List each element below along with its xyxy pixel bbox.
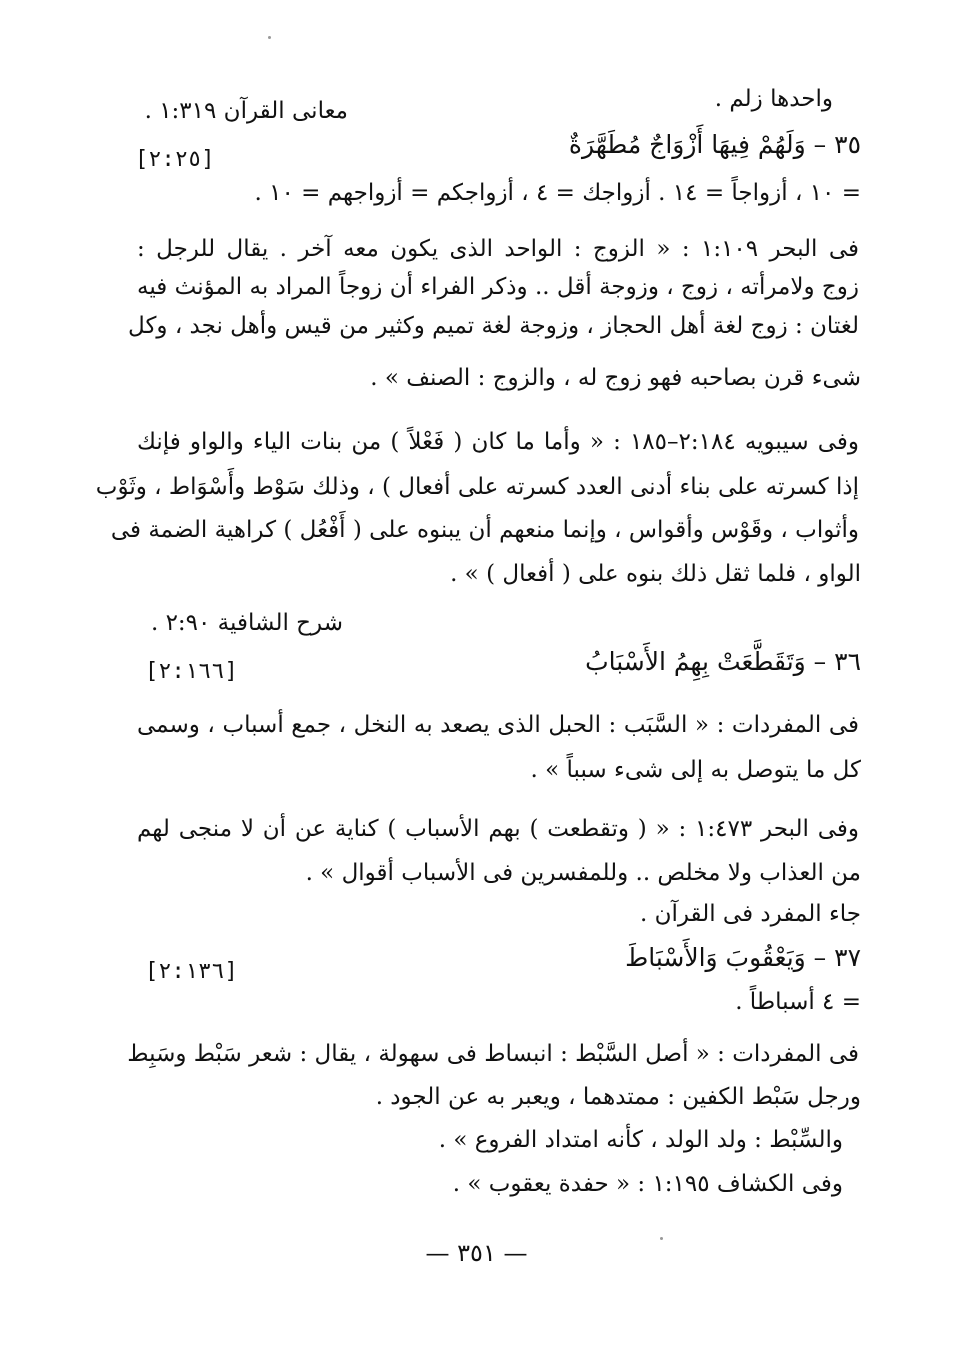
text-line-7: زوج ولامرأته ، زوج ، وزوجة أقل .. وذكر الفراء أن زوجاً المراد به المؤنث فيه — [137, 274, 859, 300]
text-line-10: وفى سيبويه ٢:١٨٤–١٨٥ : « وأما ما كان ( فَعْلاً ) من بنات الياء والواو فإنك — [137, 429, 859, 455]
word-frequency-line: = ١٠ ، أزواجاً = ١٤ . أزواجك = ٤ ، أزواجكم = أزواجهم = ١٠ . — [254, 180, 861, 206]
quran-verse-35: ٣٥ – وَلَهُمْ فِيهَا أَزْوَاجٌ مُطَهَّرَةٌ — [568, 130, 861, 159]
text-line-11: إذا كسرته على بناء أدنى العدد كسرته على أفعال ) ، وذلك سَوْط وأَسْوَاط ، وثَوْب — [95, 474, 859, 500]
text-line-17: فى المفردات : « السَّبَب : الحبل الذى يصعد به النخل ، جمع أسباب ، وسمى — [137, 712, 859, 738]
scan-speck — [268, 36, 271, 39]
text-line-20: من العذاب ولا مخلص .. وللمفسرين فى الأسباب أقوال » . — [305, 860, 861, 886]
source-reference: معانى القرآن ١:٣١٩ . — [144, 98, 348, 124]
text-line-19: وفى البحر ١:٤٧٣ : « ( وتقطعت ) بهم الأسباب ) كناية عن أن لا منجى لهم — [137, 816, 859, 842]
text-line-13: الواو ، فلما ثقل ذلك بنوه على ( أفعال ) » . — [450, 561, 861, 587]
word-frequency-line: = ٤ أسباطاً . — [735, 989, 861, 1015]
verse-reference-35: [٢:٢٥] — [135, 147, 215, 172]
text-line-1: واحدها زلم . — [714, 86, 833, 112]
source-reference: شرح الشافية ٢:٩٠ . — [150, 610, 343, 636]
text-line-27: والسِّبْط : ولد الولد ، كأنه امتداد الفروع » . — [438, 1127, 843, 1153]
quran-verse-36: ٣٦ – وَتَقَطَّعَتْ بِهِمُ الأَسْبَابُ — [585, 647, 861, 676]
verse-reference-37: [٢:١٣٦] — [145, 959, 238, 984]
text-line-28: وفى الكشاف ١:١٩٥ : « حفدة يعقوب » . — [452, 1171, 843, 1197]
text-line-18: كل ما يتوصل به إلى شىء سبباً » . — [530, 757, 861, 783]
text-line-9: شىء قرن بصاحبه فهو زوج له ، والزوج : الصنف » . — [370, 365, 861, 391]
text-line-12: وأثواب ، وقَوْس وأقواس ، وإنما منعهم أن يبنوه على ( أَفْعُل ) كراهية الضمة فى — [110, 517, 859, 543]
quran-verse-37: ٣٧ – وَيَعْقُوبَ وَالأَسْبَاطَ — [625, 943, 861, 972]
text-line-6: فى البحر ١:١٠٩ : « الزوج : الواحد الذى يكون معه آخر . يقال للرجل : — [137, 236, 859, 262]
text-line-8: لغتان : زوج لغة أهل الحجاز ، وزوجة لغة تميم وكثير من قيس وأهل نجد ، وكل — [128, 313, 859, 339]
text-line-25: فى المفردات : « أصل السَّبْط : انبساط فى سهولة ، يقال : شعر سَبْط وسَبِط — [127, 1041, 859, 1067]
text-line-26: ورجل سَبْط الكفين : ممتدهما ، ويعبر به عن الجود . — [375, 1084, 861, 1110]
text-line-21: جاء المفرد فى القرآن . — [639, 901, 861, 927]
scan-speck — [660, 1237, 663, 1240]
page-number: — ٣٥١ — — [425, 1239, 528, 1267]
verse-reference-36: [٢:١٦٦] — [145, 659, 238, 684]
